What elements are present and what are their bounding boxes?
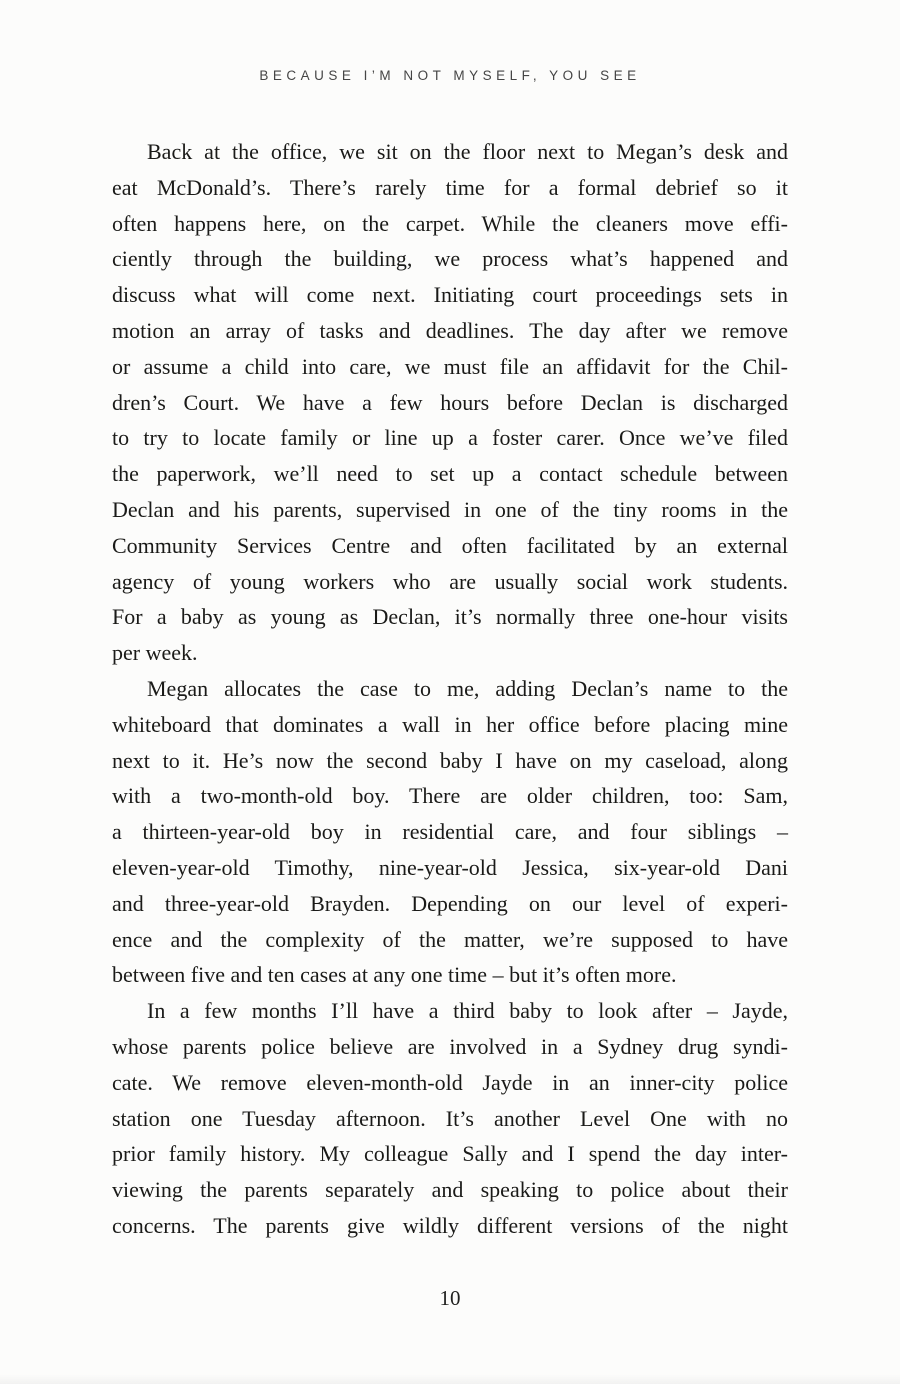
text-line: whose parents police believe are involved in a Sydney drug syndi- <box>112 1033 788 1059</box>
body-text <box>112 134 788 1244</box>
text-line: Back at the office, we sit on the floor next to Megan’s desk and <box>147 139 788 164</box>
text-line: eleven-year-old Timothy, nine-year-old Jessica, six-year-old Dani <box>112 854 788 880</box>
text-line: with a two-month-old boy. There are older children, too: Sam, <box>112 783 788 809</box>
text-line: viewing the parents separately and speaking to police about their <box>112 1177 788 1203</box>
text-line: Community Services Centre and often facilitated by an external <box>112 532 788 558</box>
text-line: In a few months I’ll have a third baby to look after – Jayde, <box>147 998 788 1024</box>
paragraph <box>112 134 788 671</box>
text-line: dren’s Court. We have a few hours before Declan is discharged <box>112 389 788 415</box>
text-line: Megan allocates the case to me, adding Declan’s name to the <box>147 675 788 701</box>
running-header: BECAUSE I’M NOT MYSELF, YOU SEE <box>259 68 641 83</box>
text-line: motion an array of tasks and deadlines. The day after we remove <box>112 317 788 343</box>
text-line: ence and the complexity of the matter, we’re supposed to have <box>112 926 788 952</box>
page-number: 10 <box>439 1286 461 1310</box>
text-line: next to it. He’s now the second baby I have on my caseload, along <box>112 747 788 773</box>
paragraph <box>112 993 788 1244</box>
paragraph <box>112 671 788 993</box>
text-line: agency of young workers who are usually social work students. <box>112 568 788 594</box>
text-line: cate. We remove eleven-month-old Jayde in an inner-city police <box>112 1069 788 1095</box>
text-line: between five and ten cases at any one time – but it’s often more. <box>112 962 677 988</box>
text-line: and three-year-old Brayden. Depending on our level of experi- <box>112 890 788 916</box>
text-line: eat McDonald’s. There’s rarely time for a formal debrief so it <box>112 174 788 200</box>
text-line: discuss what will come next. Initiating court proceedings sets in <box>112 282 788 308</box>
text-line: a thirteen-year-old boy in residential care, and four siblings – <box>112 819 788 845</box>
text-line: concerns. The parents give wildly different versions of the night <box>112 1212 788 1238</box>
text-line: to try to locate family or line up a foster carer. Once we’ve filed <box>112 425 788 451</box>
text-line: Declan and his parents, supervised in one of the tiny rooms in the <box>112 496 788 522</box>
text-line: the paperwork, we’ll need to set up a contact schedule between <box>112 461 788 487</box>
text-line: For a baby as young as Declan, it’s normally three one-hour visits <box>112 604 788 630</box>
text-line: often happens here, on the carpet. While the cleaners move effi- <box>112 210 788 236</box>
text-line: per week. <box>112 640 198 666</box>
text-line: prior family history. My colleague Sally and I spend the day inter- <box>112 1141 788 1167</box>
text-line: whiteboard that dominates a wall in her office before placing mine <box>112 711 788 737</box>
text-line: station one Tuesday afternoon. It’s another Level One with no <box>112 1105 788 1131</box>
text-line: ciently through the building, we process what’s happened and <box>112 246 788 272</box>
text-line: or assume a child into care, we must file an affidavit for the Chil- <box>112 353 788 379</box>
